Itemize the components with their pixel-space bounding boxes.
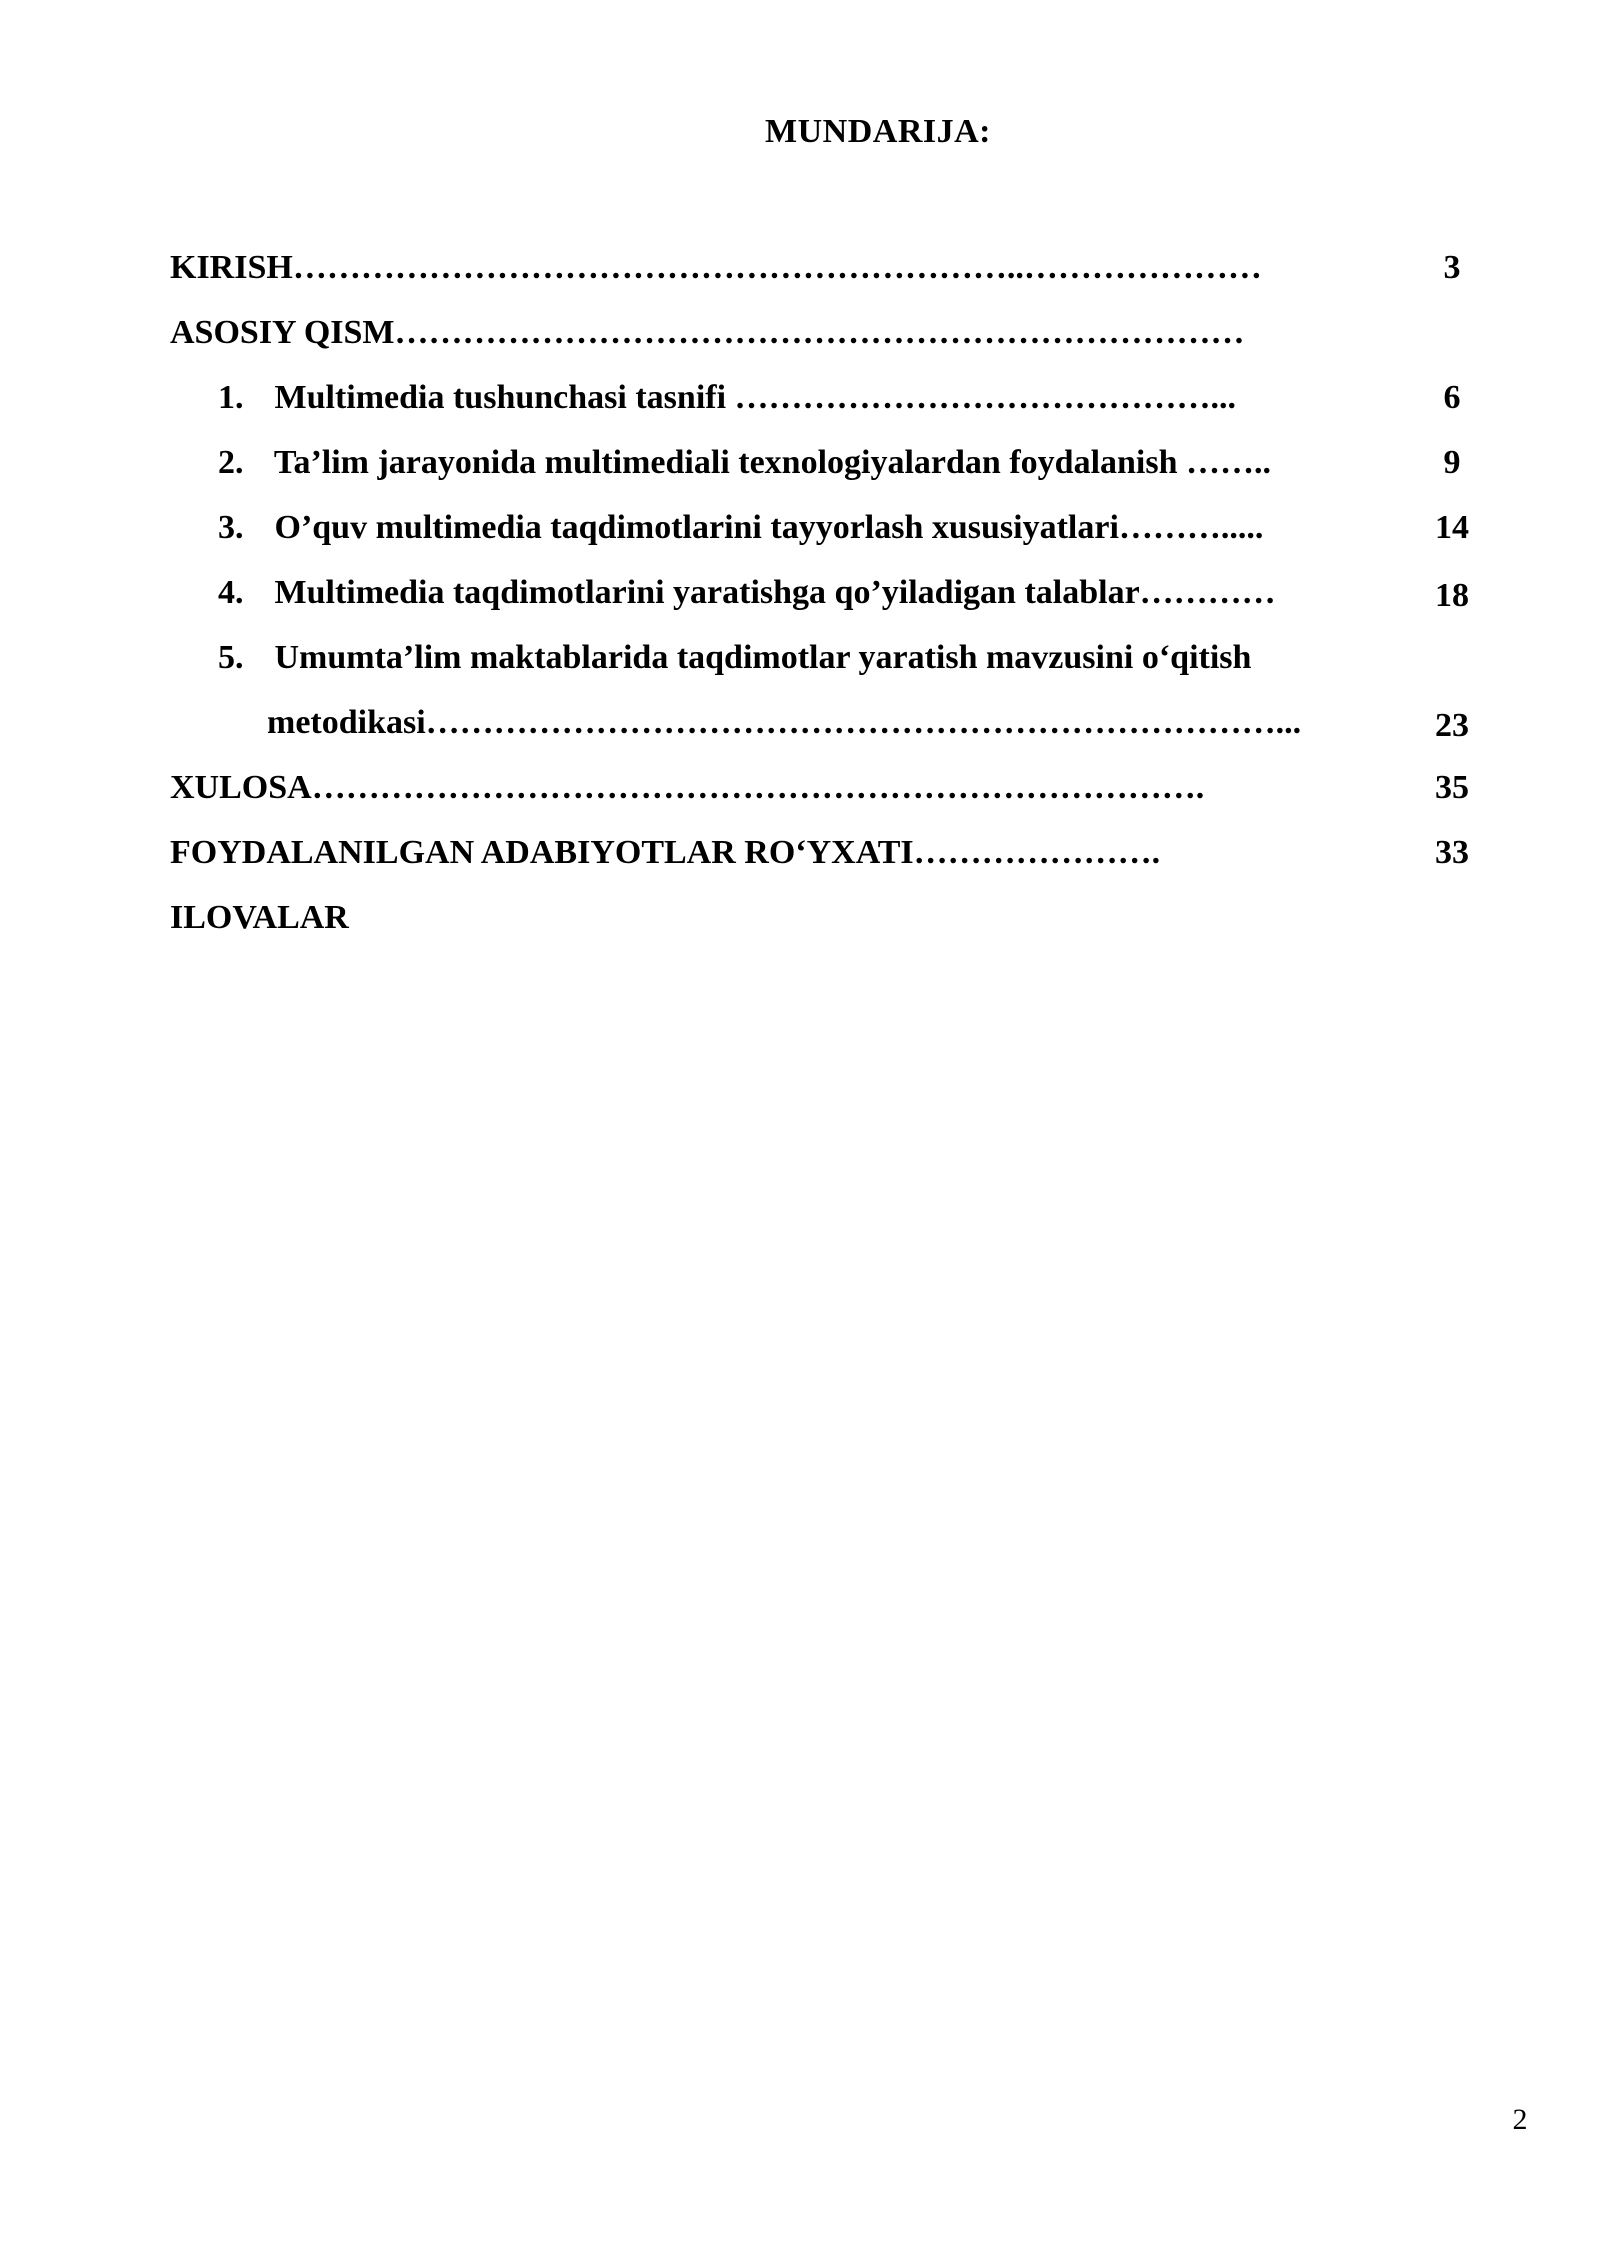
toc-entry-ilovalar <box>170 898 349 938</box>
toc-entry-adabiyotlar <box>170 833 1160 873</box>
toc-entry-label: XULOSA……………………………………………………………………. <box>170 769 1205 806</box>
toc-entry-number: 2. <box>218 444 244 481</box>
toc-page-number: 6 <box>1443 379 1461 416</box>
toc-entry-label: Ta’lim jarayonida multimediali texnologiyalardan foydalanish …….. <box>273 444 1272 481</box>
toc-entry-label: Umumta’lim maktablarida taqdimotlar yaratish mavzusini o‘qitish <box>274 639 1252 676</box>
toc-page-number: 23 <box>1435 707 1469 744</box>
toc-entry-label: O’quv multimedia taqdimotlarini tayyorlash xususiyatlari………..... <box>274 509 1264 546</box>
toc-entry-label: FOYDALANILGAN ADABIYOTLAR RO‘YXATI…………………. <box>170 834 1161 871</box>
toc-entry-4 <box>218 573 1276 613</box>
toc-entry-label: ILOVALAR <box>170 899 349 936</box>
toc-page-number: 18 <box>1435 577 1469 614</box>
toc-entry-label: Multimedia tushunchasi tasnifi ……………………………………... <box>274 379 1237 416</box>
toc-entry-kirish <box>170 248 1262 288</box>
toc-entry-xulosa <box>170 768 1204 808</box>
toc-entry-5 <box>218 638 1251 678</box>
toc-page-number: 3 <box>1443 249 1461 286</box>
toc-entry-number: 4. <box>218 574 244 611</box>
toc-page-number: 14 <box>1435 509 1469 546</box>
toc-entry-5-continuation <box>267 703 1301 743</box>
toc-entry-label: Multimedia taqdimotlarini yaratishga qo’yiladigan talablar………… <box>274 574 1276 611</box>
toc-page-number: 33 <box>1435 834 1469 871</box>
toc-entry-number: 5. <box>218 639 244 676</box>
toc-entry-label: metodikasi…………………………………………………………………... <box>267 704 1302 741</box>
toc-entry-asosiy-qism <box>170 313 1245 353</box>
toc-entry-label: ASOSIY QISM………………………………………………………………… <box>170 314 1245 351</box>
page-title: MUNDARIJA: <box>765 113 991 150</box>
footer-page-number: 2 <box>1512 2103 1528 2136</box>
toc-entry-3 <box>218 508 1263 548</box>
toc-entry-2 <box>218 443 1271 483</box>
toc-entry-number: 1. <box>218 379 244 416</box>
toc-entry-number: 3. <box>218 509 244 546</box>
toc-page-number: 35 <box>1435 769 1469 806</box>
toc-page-number: 9 <box>1443 444 1461 481</box>
toc-entry-1 <box>218 378 1236 418</box>
toc-entry-label: KIRISH………………………………………………………..………………… <box>170 249 1262 286</box>
